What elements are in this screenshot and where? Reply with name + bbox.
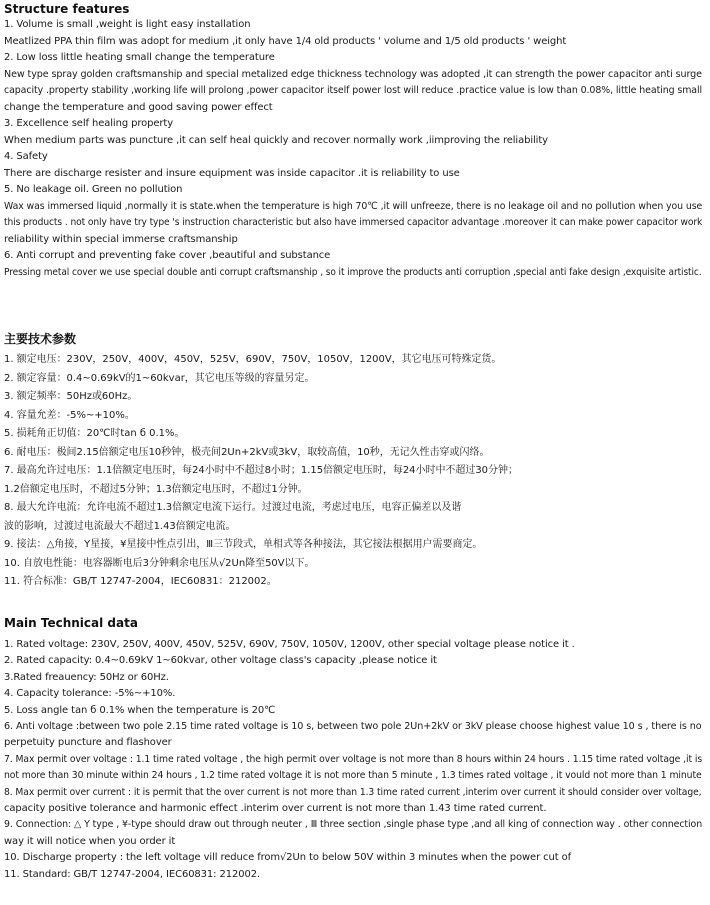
text-line: 1. Rated voltage: 230V, 250V, 400V, 450V, 525V, 690V, 750V, 1050V, 1200V, other special voltage please notice it .	[4, 639, 575, 650]
text-line: 4. Capacity tolerance: -5%~+10%.	[4, 688, 176, 700]
text-line: 2. 额定容量：0.4~0.69kV的1~60kvar，其它电压等级的容量另定。	[4, 372, 315, 384]
text-line: 11. Standard: GB/T 12747-2004, IEC60831: 212002.	[4, 868, 261, 880]
text-line: 8. 最大允许电流：允许电流不超过1.3倍额定电流下运行。过渡过电流，考虑过电压，电容正偏差以及谐	[4, 502, 462, 513]
text-line: There are discharge resister and insure equipment was inside capacitor .it is reliability to use	[4, 167, 460, 179]
text-line: 5. Loss angle tan б 0.1% when the temperature is 20℃	[4, 704, 276, 716]
text-line: 1.2倍额定电压时，不超过5分钟；1.3倍额定电压时，不超过1分钟。	[4, 483, 308, 495]
text-line: capacity .property stability ,working life will prolong ,power capacitor itself power lost will reduce .practice value is low than 0.08%, little heating small	[4, 85, 703, 96]
cn-technical-params-heading: 主要技术参数	[4, 332, 77, 346]
main-technical-data-heading: Main Technical data	[4, 616, 138, 630]
text-line: 10. 自放电性能：电容器断电后3分钟剩余电压从√2Un降至50V以下。	[4, 557, 315, 569]
text-line: change the temperature and good saving power effect	[4, 101, 273, 113]
cn-technical-params-section	[4, 332, 704, 592]
text-line: New type spray golden craftsmanship and special metalized edge thickness technology was adopted ,it can strength the power capacitor anti surge	[4, 68, 702, 80]
text-line: 10. Discharge property : the left voltage vill reduce from√2Un to below 50V within 3 minutes when the power cut of	[4, 852, 572, 864]
text-line: 3. Excellence self healing property	[4, 118, 174, 129]
text-line: this products . not only have try type 's instruction characteristic but also have immersed capacitor advantage .moreover it can make power capacitor work	[4, 217, 703, 228]
main-technical-data-section	[4, 616, 704, 883]
text-line: 5. 损耗角正切值：20℃时tan б 0.1%。	[4, 428, 185, 439]
text-line: 8. Max permit over current : it is permit that the over current is not more than 1.3 time rated current ,interim over current it should consider over voltage,	[4, 786, 702, 798]
text-line: 9. 接法：△角接，Y星接，¥星接中性点引出，Ⅲ三节段式，单相式等各种接法，其它接法根据用户需要商定。	[4, 539, 483, 550]
text-line: 波的影响，过渡过电流最大不超过1.43倍额定电流。	[4, 520, 236, 532]
text-line: reliability within special immerse craftsmanship	[4, 233, 238, 245]
text-line: 7. Max permit over voltage : 1.1 time rated voltage , the high permit over voltage is not more than 8 hours within 24 hours . 1.15 time rated voltage ,it is	[4, 753, 703, 765]
text-line: 11. 符合标准：GB/T 12747-2004，IEC60831：212002。	[4, 576, 277, 587]
text-line: 7. 最高允许过电压：1.1倍额定电压时，每24小时中不超过8小时；1.15倍额定电压时，每24小时中不超过30分钟；	[4, 465, 518, 476]
text-line: When medium parts was puncture ,it can self heal quickly and recover normally work ,iimproving the reliability	[4, 134, 548, 146]
text-line: perpetuity puncture and flashover	[4, 737, 172, 749]
text-line: capacity positive tolerance and harmonic effect .interim over current is not more than 1.43 time rated current.	[4, 803, 547, 815]
structure-features-list	[4, 17, 704, 281]
text-line: not more than 30 minute within 24 hours , 1.2 time rated voltage it is not more than 5 minute , 1.3 times rated voltage , it vould not more than 1 minute	[4, 770, 702, 782]
text-line: Meatlized PPA thin film was adopt for medium ,it only have 1/4 old products ' volume and 1/5 old products ' weight	[4, 35, 567, 47]
text-line: 9. Connection: △ Y type , ¥-type should draw out through neuter , Ⅲ three section ,single phase type ,and all king of connection way . other connection	[4, 819, 703, 831]
structure-features-section	[4, 2, 704, 281]
text-line: 2. Low loss little heating small change the temperature	[4, 52, 275, 63]
structure-features-heading: Structure features	[4, 2, 130, 16]
text-line: 6. Anti corrupt and preventing fake cover ,beautiful and substance	[4, 250, 331, 261]
cn-technical-params-list	[4, 351, 704, 592]
main-technical-data-list	[4, 637, 704, 883]
text-line: 3.Rated freauency: 50Hz or 60Hz.	[4, 671, 169, 683]
text-line: 2. Rated capacity: 0.4~0.69kV 1~60kvar, other voltage class's capacity ,please notice it	[4, 655, 437, 667]
text-line: 4. Safety	[4, 151, 48, 162]
text-line: Pressing metal cover we use special double anti corrupt craftsmanship , so it improve the products anti corruption ,special anti fake design ,exquisite artistic.	[4, 266, 702, 278]
text-line: 1. Volume is small ,weight is light easy installation	[4, 19, 251, 30]
text-line: 6. 耐电压：极间2.15倍额定电压10秒钟，极壳间2Un+2kV或3kV，取较高值，10秒，无记久性击穿或闪络。	[4, 446, 490, 458]
text-line: way it will notice when you order it	[4, 835, 176, 847]
text-line: 5. No leakage oil. Green no pollution	[4, 184, 183, 195]
text-line: 4. 容量允差：-5%~+10%。	[4, 409, 135, 421]
text-line: Wax was immersed liquid ,normally it is state.when the temperature is high 70℃ ,it will unfreeze, there is no leakage oil and no pollution when you use	[4, 200, 703, 212]
text-line: 1. 额定电压：230V，250V，400V，450V，525V，690V，750V，1050V，1200V，其它电压可特殊定货。	[4, 354, 502, 365]
text-line: 3. 额定频率：50Hz或60Hz。	[4, 391, 138, 402]
text-line: 6. Anti voltage :between two pole 2.15 time rated voltage is 10 s, between two pole 2Un+2kV or 3kV please choose highest value 10 s , there is no	[4, 721, 702, 733]
